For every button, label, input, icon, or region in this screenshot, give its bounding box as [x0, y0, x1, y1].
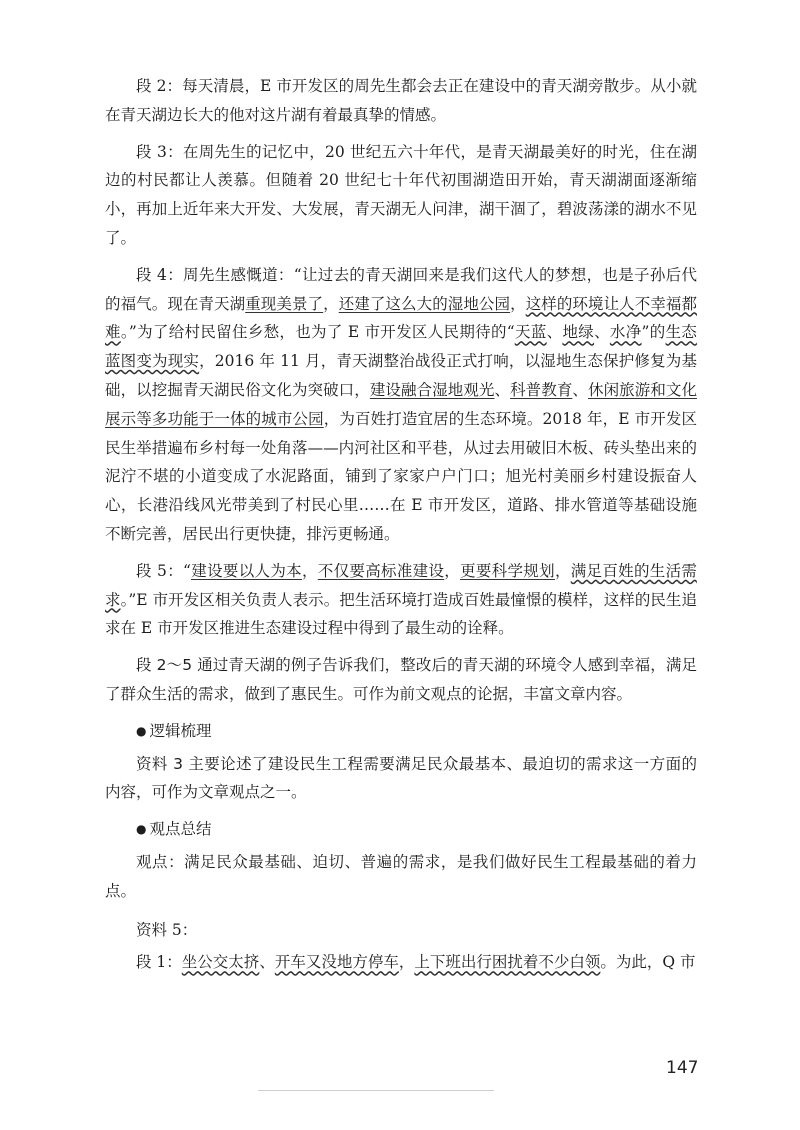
- paragraph-text: ，2016 年 11 月，青天湖整治战役正式打响，以湿地生态保护修复为基础，以挖掘青天湖民俗文化为突破口，: [105, 352, 697, 399]
- paragraph-text: ，: [444, 561, 461, 580]
- wavy-underlined-phrase: 天蓝: [514, 323, 547, 342]
- material-5-paragraph-1: [105, 948, 697, 977]
- wavy-underlined-phrase: 开车又没地方停车: [274, 953, 399, 972]
- paragraph-text: ，: [323, 294, 339, 313]
- wavy-underlined-phrase: 这样的环境让人不幸福都难: [105, 294, 697, 342]
- underlined-phrase: 建设要以人为本: [190, 561, 302, 580]
- analysis-paragraph: 段 2～5 通过青天湖的例子告诉我们，整改后的青天湖的环境令人感到幸福，满足了群众生活的需求，做到了惠民生。可作为前文观点的论据，丰富文章内容。: [105, 656, 697, 703]
- paragraph-text: 段 5：“: [136, 561, 191, 580]
- paragraph-text: ，: [398, 953, 415, 972]
- paragraph-5: [105, 557, 697, 643]
- page-content: [105, 72, 697, 977]
- paragraph-text: 。”E 市开发区相关负责人表示。把生活环境打造成百姓最憧憬的模样，这样的民生追求在 E 市开发区推进生态建设过程中得到了最生动的诠释。: [105, 590, 697, 638]
- paragraph-text: ”的: [641, 323, 666, 342]
- logic-paragraph: 资料 3 主要论述了建设民生工程需要满足民众最基本、最迫切的需求这一方面的内容，可作为文章观点之一。: [105, 754, 697, 802]
- wavy-underlined-phrase: 地绿: [562, 323, 595, 342]
- underlined-phrase: 建设融合湿地观光: [369, 380, 495, 399]
- footer-rule: [258, 1090, 494, 1091]
- wavy-underlined-phrase: 上下班出行困扰着不少白领: [414, 953, 601, 972]
- paragraph-text: 、: [572, 380, 588, 399]
- paragraph-text: ，为百姓打造宜居的生态环境。2018 年，E 市开发区民生举措遍布乡村每一处角落——内河社区和平巷，从过去用破旧木板、砖头垫出来的泥泞不堪的小道变成了水泥路面，铺到了家家户户门口；旭光村美丽乡村建设振奋人心，长港沿线风光带美到了村民心里……在 E 市开发区，道路、排水管道等基础设施不断完善，居民出行更快捷，排污更畅通。: [105, 409, 697, 543]
- underlined-phrase: 更要科学规划: [460, 561, 555, 580]
- paragraph-text: 、: [594, 323, 610, 342]
- logic-heading: [105, 717, 697, 746]
- heading-text: 观点总结: [149, 820, 212, 839]
- underlined-phrase: 休闲旅游和文化展示等多功能于一体的城市公园: [105, 380, 697, 428]
- paragraph-text: 段 3：在周先生的记忆中，20 世纪五六十年代，是青天湖最美好的时光，住在湖边的村民都让人羡慕。但随着 20 世纪七十年代初围湖造田开始，青天湖湖面逐渐缩小，再加上近年来大开发、大发展，青天湖无人问津，湖干涸了，碧波荡漾的湖水不见了。: [105, 142, 697, 247]
- underlined-phrase: 科普教育: [510, 380, 573, 399]
- bullet-icon: ●: [136, 723, 147, 738]
- paragraph-text: 段 4：周先生感慨道：“让过去的青天湖回来是我们这代人的梦想，也是子孙后代的福气。现在青天湖: [105, 265, 697, 313]
- underlined-phrase: 重现美景了: [245, 294, 324, 313]
- paragraph-4: [105, 261, 697, 549]
- bullet-icon: ●: [136, 822, 147, 837]
- material-5-title: 资料 5：: [136, 920, 198, 939]
- wavy-underlined-phrase: 生态蓝图变为现实: [105, 323, 697, 371]
- paragraph-text: 、: [546, 323, 563, 342]
- wavy-underlined-phrase: 坐公交太挤: [181, 953, 260, 972]
- wavy-underlined-phrase: 满足百姓的生活需求: [105, 561, 697, 609]
- summary-heading: [105, 815, 697, 844]
- paragraph-text: 。为此，Q 市: [600, 953, 696, 972]
- paragraph-text: 段 1：: [136, 953, 182, 972]
- paragraph-2: [105, 72, 697, 130]
- paragraph-text: ，: [554, 561, 571, 580]
- paragraph-text: 段 2：每天清晨，E 市开发区的周先生都会去正在建设中的青天湖旁散步。从小就在青天湖边长大的他对这片湖有着最真挚的情感。: [105, 77, 697, 124]
- heading-text: 逻辑梳理: [149, 721, 212, 740]
- summary-paragraph: 观点：满足民众最基础、迫切、普遍的需求，是我们做好民生工程最基础的着力点。: [105, 852, 697, 900]
- wavy-underlined-phrase: 水净: [609, 323, 642, 342]
- paragraph-3: [105, 138, 697, 253]
- page-number: 147: [666, 1058, 699, 1078]
- underlined-phrase: 不仅要高标准建设: [317, 561, 445, 580]
- paragraph-text: 。”为了给村民留住乡愁，也为了 E 市开发区人民期待的“: [120, 323, 515, 342]
- underlined-phrase: 还建了这么大的湿地公园: [338, 294, 511, 313]
- paragraph-text: 、: [259, 953, 275, 972]
- paragraph-text: 、: [494, 380, 511, 399]
- paragraph-text: ，: [301, 561, 318, 580]
- paragraph-text: ，: [510, 294, 526, 313]
